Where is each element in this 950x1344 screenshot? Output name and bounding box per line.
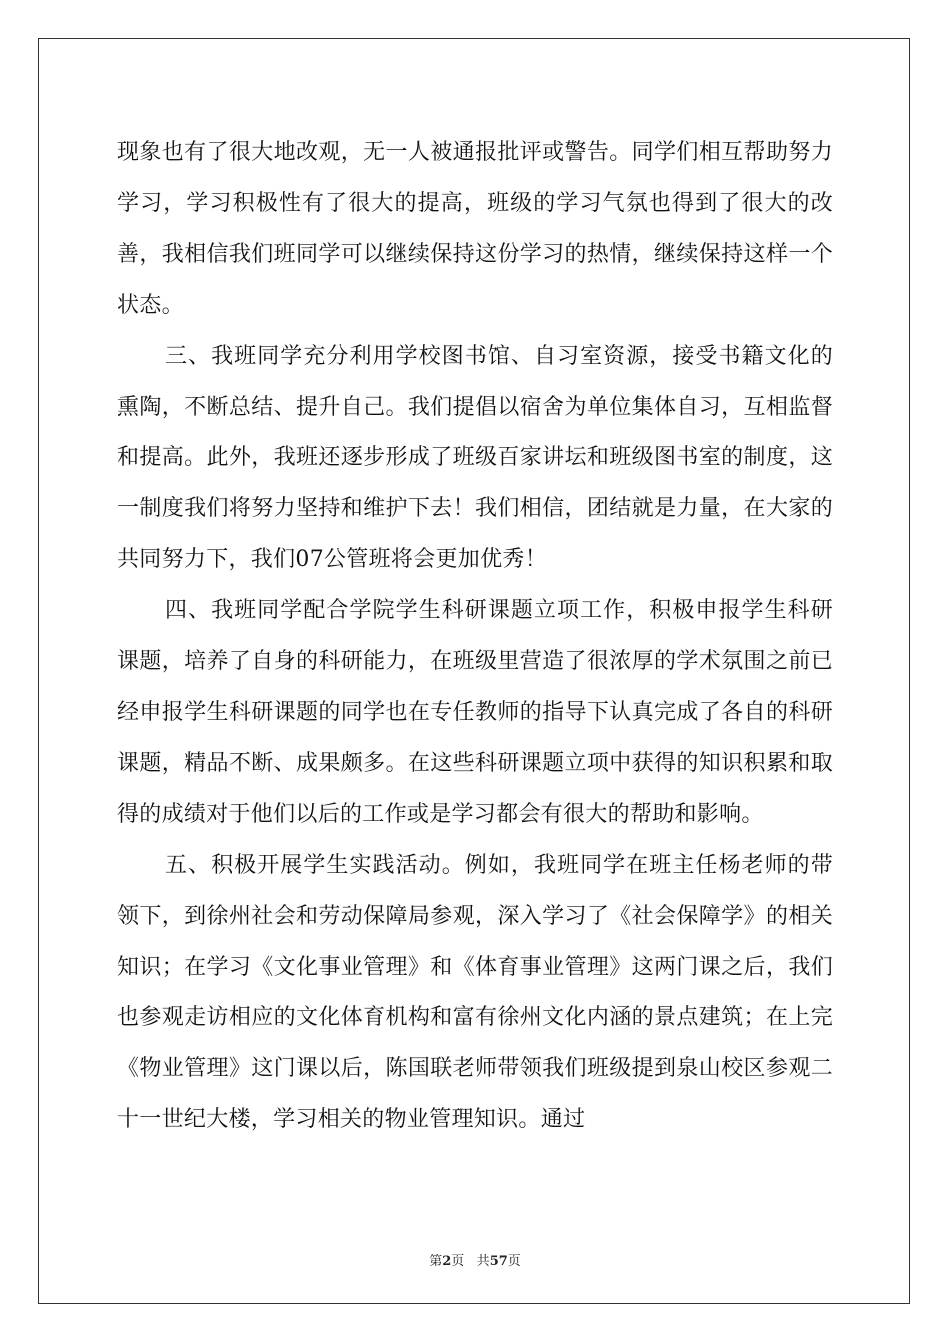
paragraph-section-four: 四、我班同学配合学院学生科研课题立项工作，积极申报学生科研课题，培养了自身的科研能力，在班级里营造了很浓厚的学术氛围之前已经申报学生科研课题的同学也在专任教师的指导下认真完成了各自的科研课题，精品不断、成果颇多。在这些科研课题立项中获得的知识积累和取得的成绩对于他们以后的工作或是学习都会有很大的帮助和影响。: [117, 598, 833, 827]
page-number: 2: [442, 1254, 452, 1269]
document-body: [117, 128, 833, 1146]
page-suffix: 页: [451, 1254, 465, 1269]
total-prefix: 共: [476, 1254, 490, 1269]
paragraph-continuation: 现象也有了很大地改观，无一人被通报批评或警告。同学们相互帮助努力学习，学习积极性有了很大的提高，班级的学习气氛也得到了很大的改善，我相信我们班同学可以继续保持这份学习的热情，继续保持这样一个状态。: [117, 140, 833, 318]
total-pages: 57: [489, 1254, 508, 1269]
page-footer: [0, 1250, 950, 1269]
paragraph-section-five: 五、积极开展学生实践活动。例如，我班同学在班主任杨老师的带领下，到徐州社会和劳动保障局参观，深入学习了《社会保障学》的相关知识；在学习《文化事业管理》和《体育事业管理》这两门课之后，我们也参观走访相应的文化体育机构和富有徐州文化内涵的景点建筑；在上完《物业管理》这门课以后，陈国联老师带领我们班级提到泉山校区参观二十一世纪大楼，学习相关的物业管理知识。通过: [117, 852, 833, 1133]
page-prefix: 第: [429, 1254, 443, 1269]
total-suffix: 页: [507, 1254, 521, 1269]
paragraph-section-three: 三、我班同学充分利用学校图书馆、自习室资源，接受书籍文化的熏陶，不断总结、提升自己。我们提倡以宿舍为单位集体自习，互相监督和提高。此外，我班还逐步形成了班级百家讲坛和班级图书室的制度，这一制度我们将努力坚持和维护下去！我们相信，团结就是力量，在大家的共同努力下，我们07公管班将会更加优秀！: [117, 343, 833, 573]
